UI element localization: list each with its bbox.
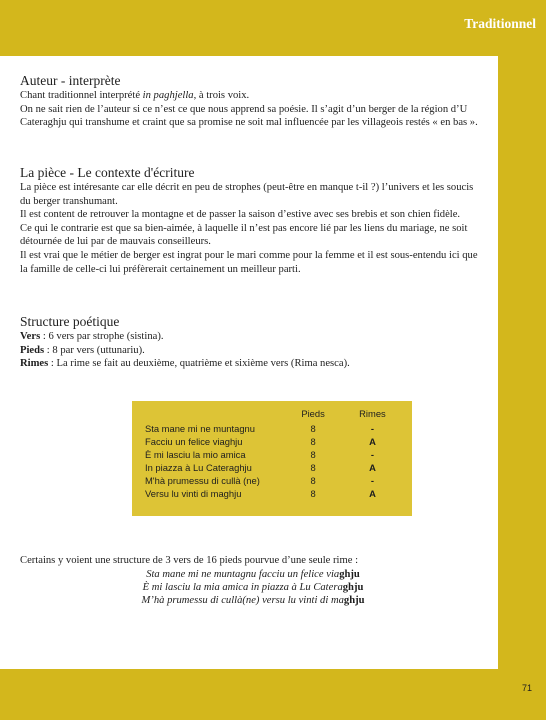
summary-line-text: È mi lasciu la mia amica in piazza à Lu Catera [142, 582, 343, 594]
page-number: 71 [521, 683, 532, 693]
context-line-1: La pièce est intéresante car elle décrit en peu de strophes (peut-être en manque t-il ?) l’univers et les soucis du berger transhumant. [20, 182, 474, 207]
feet-cell: 8 [310, 449, 316, 461]
table-row [145, 448, 412, 461]
structure-item-vers-label: Vers [20, 331, 41, 342]
verse-cell: Sta mane mi ne muntagnu [145, 423, 255, 434]
summary-line-rhyme: ghju [343, 595, 365, 607]
verse-header [145, 408, 293, 422]
verse-table-box [132, 401, 412, 516]
context-line-2: Il est content de retrouver la montagne et de passer la saison d’estive avec ses brebis et son chien fidèle. [20, 209, 461, 221]
feet-cell: 8 [310, 423, 316, 434]
rhyme-cell: - [370, 475, 375, 487]
feet-cell: 8 [310, 475, 316, 487]
structure-item-vers-text: : 6 vers par strophe (sistina). [40, 331, 164, 342]
section-author [20, 73, 486, 130]
feet-cell: 8 [310, 462, 316, 474]
page-body [0, 56, 498, 669]
table-row [145, 435, 412, 448]
rhyme-cell: A [369, 488, 376, 500]
context-line-3: Ce qui le contrarie est que sa bien-aimée, à laquelle il n’est pas encore lié par les liens du mariage, ne soit détournée de lui par de mauvais conseilleurs. [20, 222, 468, 248]
summary-line [20, 594, 486, 607]
verse-cell: Versu lu vinti di maghju [145, 488, 242, 500]
verse-cell: Facciu un felice viaghju [145, 436, 243, 448]
structure-note: Certains y voient une structure de 3 vers de 16 pieds pourvue d’une seule rime : [20, 554, 359, 566]
summary-line-text: Sta mane mi ne muntagnu facciu un felice via [146, 569, 340, 580]
structure-item-pieds-text: : 8 par vers (uttunariu). [44, 344, 145, 356]
feet-cell: 8 [310, 436, 316, 448]
summary-line [20, 581, 486, 594]
table-row [145, 422, 412, 435]
verse-summary [20, 568, 486, 608]
verse-cell: In piazza à Lu Cateraghju [145, 462, 252, 474]
summary-line-text: M’hà prumessu di cullà(ne) versu lu vinti di ma [141, 595, 344, 607]
summary-line [20, 568, 486, 581]
author-line-1 [20, 89, 486, 103]
structure-item-rimes [20, 357, 486, 371]
rhyme-cell: - [370, 423, 375, 434]
structure-item-pieds [20, 344, 486, 358]
section-title-structure: Structure poétique [20, 314, 120, 329]
rhyme-cell: A [369, 462, 376, 474]
summary-line-rhyme: ghju [342, 582, 364, 594]
verse-table-header [145, 408, 412, 422]
author-line-1-pre: Chant traditionnel interprété [20, 90, 143, 101]
structure-item-pieds-label: Pieds [20, 344, 45, 356]
table-row [145, 461, 412, 474]
verse-table [145, 408, 412, 501]
section-structure [20, 314, 486, 371]
author-line-1-em: in paghjella [142, 90, 194, 101]
summary-line-rhyme: ghju [339, 569, 360, 580]
section-title-context: La pièce - Le contexte d'écriture [20, 165, 195, 180]
rhyme-cell: A [369, 436, 376, 448]
section-title-author: Auteur - interprète [20, 73, 121, 88]
structure-item-vers [20, 330, 486, 344]
structure-item-rimes-label: Rimes [20, 358, 49, 370]
structure-item-rimes-text: : La rime se fait au deuxième, quatrième et sixième vers (Rima nesca). [48, 358, 350, 370]
section-context [20, 165, 486, 276]
author-line-2: On ne sait rien de l’auteur si ce n’est ce que nous apprend sa poésie. Il s’agit d’un berger de la région d’U Cateraghju qui transhume et craint que sa promise ne soit mal influencée par les villageois restés « en bas ». [20, 103, 478, 129]
rhyme-cell: - [370, 449, 375, 461]
author-line-1-post: , à trois voix. [193, 90, 250, 101]
rhymes-header: Rimes [359, 408, 386, 419]
section-label: Traditionnel [464, 16, 536, 31]
verse-cell: M'hà prumessu di cullà (ne) [145, 475, 260, 487]
feet-header: Pieds [301, 408, 325, 419]
context-line-4: Il est vrai que le métier de berger est ingrat pour le mari comme pour la femme et il est sous-entendu ici que la famille de celle-ci lui préfèrerait certainement un meilleur parti. [20, 249, 478, 275]
verse-cell: È mi lasciu la mio amica [145, 449, 246, 461]
table-row [145, 487, 412, 500]
table-row [145, 474, 412, 487]
feet-cell: 8 [310, 488, 316, 500]
